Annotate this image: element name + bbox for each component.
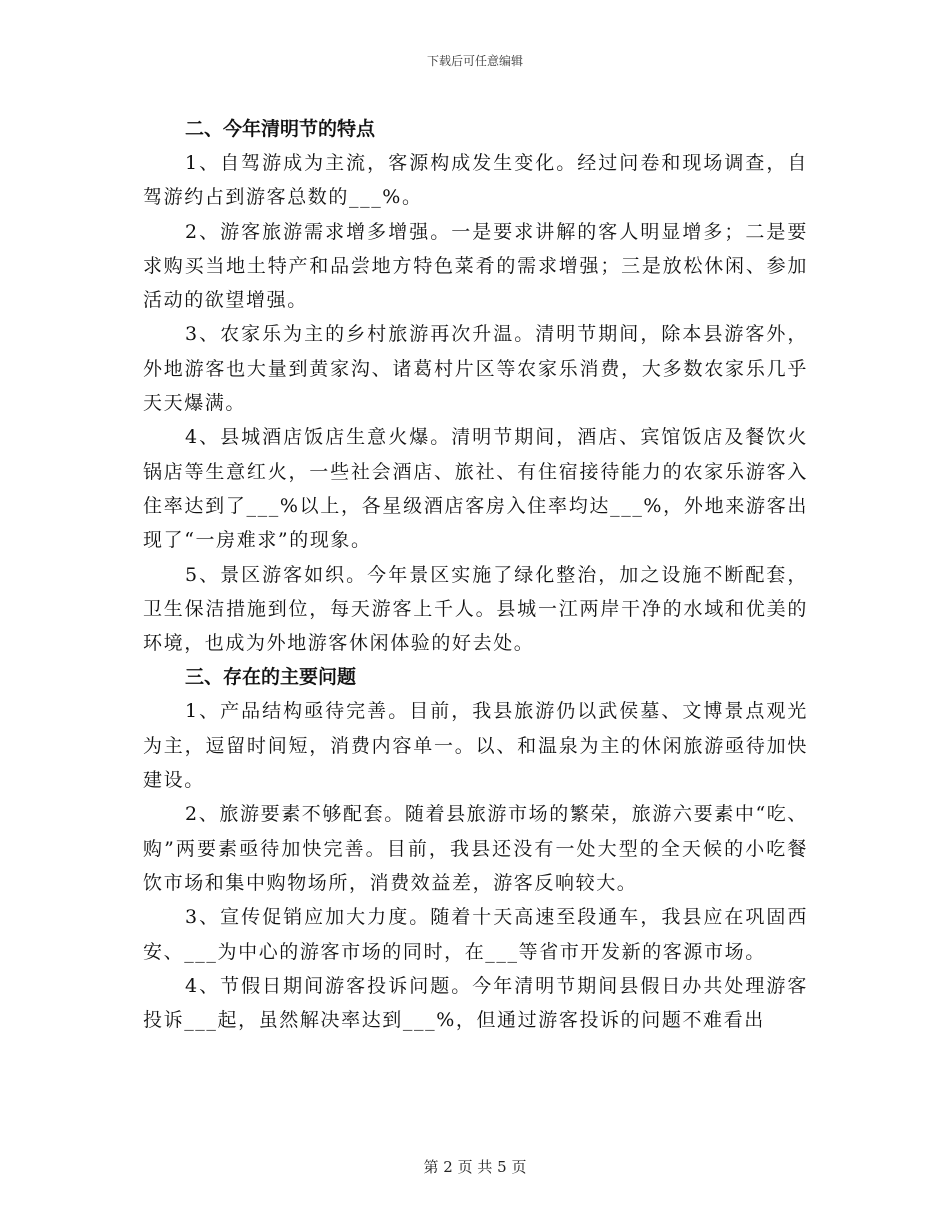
paragraph: 3、宣传促销应加大力度。随着十天高速至段通车，我县应在巩固西安、___为中心的游客市场的同时，在___等省市开发新的客源市场。 [143,906,808,963]
paragraph: 1、产品结构亟待完善。目前，我县旅游仍以武侯墓、文博景点观光为主，逗留时间短，消费内容单一。以、和温泉为主的休闲旅游亟待加快建设。 [143,700,808,792]
paragraph: 4、县城酒店饭店生意火爆。清明节期间，酒店、宾馆饭店及餐饮火锅店等生意红火，一些社会酒店、旅社、有住宿接待能力的农家乐游客入住率达到了___%以上，各星级酒店客房入住率均达___%，外地来游客出现了“一房难求”的现象。 [143,426,808,552]
page-header: 下载后可任意编辑 [426,54,523,68]
section-heading: 三、存在的主要问题 [185,666,357,689]
document-body [143,112,808,1037]
paragraph: 3、农家乐为主的乡村旅游再次升温。清明节期间，除本县游客外，外地游客也大量到黄家沟、诸葛村片区等农家乐消费，大多数农家乐几乎天天爆满。 [143,323,808,415]
paragraph: 2、旅游要素不够配套。随着县旅游市场的繁荣，旅游六要素中“吃、购”两要素亟待加快完善。目前，我县还没有一处大型的全天候的小吃餐饮市场和集中购物场所，消费效益差，游客反响较大。 [143,803,808,894]
paragraph: 4、节假日期间游客投诉问题。今年清明节期间县假日办共处理游客投诉___起，虽然解决率达到___%，但通过游客投诉的问题不难看出 [143,974,808,1032]
paragraph: 5、景区游客如织。今年景区实施了绿化整治，加之设施不断配套，卫生保洁措施到位，每天游客上千人。县城一江两岸干净的水域和优美的环境，也成为外地游客休闲体验的好去处。 [143,563,808,655]
section-characteristics [143,112,808,660]
paragraph: 2、游客旅游需求增多增强。一是要求讲解的客人明显增多；二是要求购买当地土特产和品尝地方特色菜肴的需求增强；三是放松休闲、参加活动的欲望增强。 [143,220,808,312]
paragraph: 1、自驾游成为主流，客源构成发生变化。经过问卷和现场调查，自驾游约占到游客总数的___%。 [143,152,808,209]
section-heading: 二、今年清明节的特点 [185,118,376,140]
page-footer: 第 2 页 共 5 页 [423,1158,527,1176]
section-problems [143,660,808,1037]
